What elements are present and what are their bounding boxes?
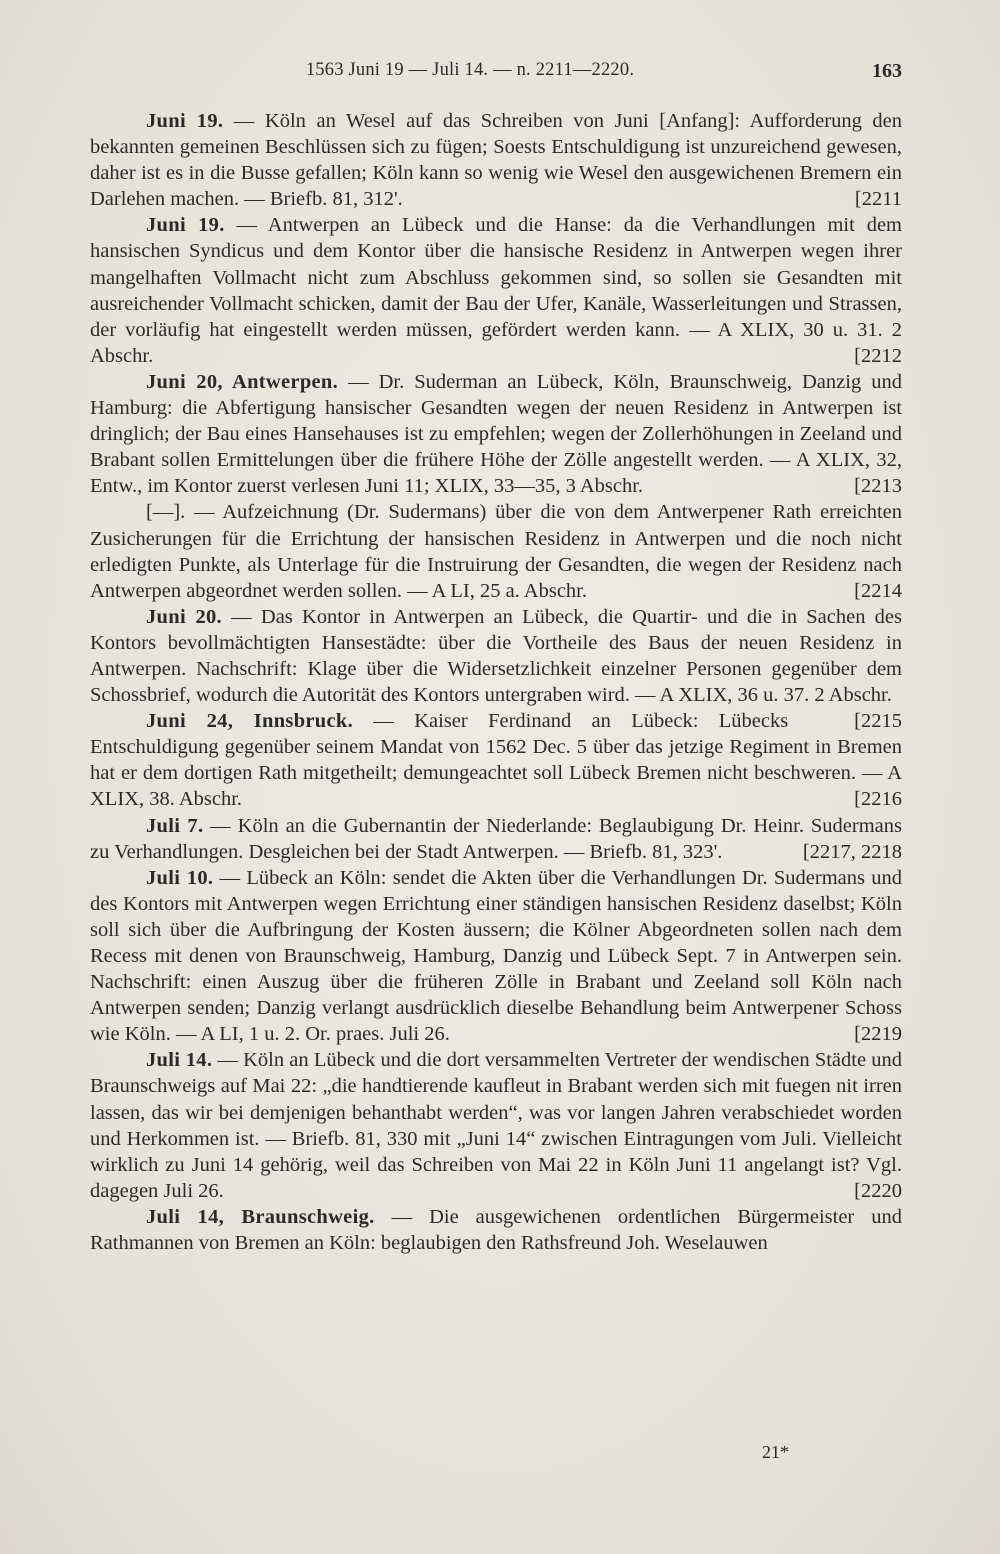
entry-number: [2217, 2218 <box>802 840 902 863</box>
entry-date: Juni 19. <box>146 110 224 132</box>
document-body <box>90 108 902 1256</box>
entry-text: — Das Kontor in Antwerpen an Lübeck, die Quartir- und die in Sachen des Kontors bevollmächtigten Hansestädte: über die Vortheile des Baus der neuen Residenz in Antwerpen. Nachschrift: Klage über die Widersetzlichkeit einzelner Personen gegenüber dem Schossbrief, wodurch die Autorität des Kontors untergraben wird. — A XLIX, 36 u. 37. 2 Abschr. <box>90 605 903 707</box>
entry-text: — Köln an Lübeck und die dort versammelten Vertreter der wendischen Städte und Braunschweigs auf Mai 22: „die handtierende kaufleut in Brabant werden sich mit fuegen nit irren lassen, das wir bei demjenigen behanthabt werden“, was vor langen Jahren verabschiedet worden und Herkommen ist. — Briefb. 81, 330 mit „Juni 14“ zwischen Eintragungen vom Juli. Vielleicht wirklich zu Juni 14 gehörig, weil das Schreiben von Mai 22 in Köln Juni 11 angelangt ist? Vgl. dagegen Juli 26. <box>90 1049 902 1202</box>
entry-2220 <box>90 1047 902 1204</box>
signature-mark: 21* <box>762 1442 789 1462</box>
entry-text: — Lübeck an Köln: sendet die Akten über die Verhandlungen Dr. Sudermans und des Kontors mit Antwerpen wegen Errichtung einer ständigen hansischen Residenz daselbst; Köln soll sich über die Aufbringung der Kosten äussern; die Kölner Abgeordneten sollen nach dem Recess mit denen von Braunschweig, Hamburg, Danzig und Lübeck Sept. 7 in Antwerpen sein. Nachschrift: einen Auszug über die früheren Zölle in Brabant und Zeeland soll Köln nach Antwerpen senden; Danzig verlangt ausdrücklich dieselbe Behandlung beim Antwerpener Schoss wie Köln. — A LI, 1 u. 2. Or. praes. Juli 26. <box>90 866 902 1046</box>
entry-2211 <box>90 108 902 212</box>
entry-text: — Antwerpen an Lübeck und die Hanse: da die Verhandlungen mit dem hansischen Syndicus und dem Kontor über die hansische Residenz in Antwerpen wegen ihrer mangelhaften Vollmacht nicht zum Abschluss gekommen sind, so sollen sie Gesandten mit ausreichender Vollmacht schicken, damit der Bau der Ufer, Kanäle, Wasserleitungen und Strassen, der vorläufig hat eingestellt werden müssen, gefördert werden kann. — A XLIX, 30 u. 31. 2 Abschr. <box>90 214 902 367</box>
entry-date: Juni 19. <box>146 214 225 237</box>
page-number: 163 <box>872 60 902 82</box>
entry-2214 <box>90 499 902 603</box>
entry-date: Juni 20, Antwerpen. <box>146 370 339 393</box>
entry-2217-2218 <box>90 813 902 865</box>
entry-number: [2212 <box>854 344 902 367</box>
entry-number: [2220 <box>854 1179 902 1202</box>
entry-2216 <box>90 708 902 812</box>
entry-date: Juli 10. <box>146 866 214 889</box>
entry-text: [—]. — Aufzeichnung (Dr. Sudermans) über die von dem Antwerpener Rath erreichten Zusicherungen für die Errichtung der hansischen Residenz in Antwerpen und die noch nicht erledigten Punkte, als Unterlage für die Instruirung der Gesandten, die wegen der Residenz nach Antwerpen abgeordnet werden sollen. — A LI, 25 a. Abschr. <box>90 501 902 602</box>
entry-date: Juni 20. <box>146 605 222 628</box>
entry-2213 <box>90 369 902 499</box>
entry-number: [2215 <box>854 710 902 733</box>
entry-number: [2219 <box>854 1023 902 1046</box>
entry-2212 <box>90 212 902 369</box>
entry-number: [2214 <box>854 579 902 602</box>
entry-text: — Köln an die Gubernantin der Niederlande: Beglaubigung Dr. Heinr. Sudermans zu Verhandlungen. Desgleichen bei der Stadt Antwerpen. — Briefb. 81, 323'. <box>90 814 902 863</box>
entry-text: — Kaiser Ferdinand an Lübeck: Lübecks Entschuldigung gegenüber seinem Mandat von 1562 Dec. 5 über das jetzige Regiment in Bremen hat er dem dortigen Rath mitgetheilt; demungeachtet soll Lübeck Bremen nicht beschweren. — A XLIX, 38. Abschr. <box>90 710 902 811</box>
entry-number: [2213 <box>854 475 902 498</box>
entry-date: Juli 7. <box>146 814 204 837</box>
entry-date: Juli 14, Braunschweig. <box>146 1205 375 1228</box>
entry-date: Juni 24, Innsbruck. <box>146 710 354 733</box>
entry-number: [2211 <box>854 188 902 211</box>
entry-date: Juli 14. <box>146 1049 213 1072</box>
running-title: 1563 Juni 19 — Juli 14. — n. 2211—2220. <box>305 60 635 80</box>
running-head <box>90 60 902 90</box>
entry-text: — Die ausgewichenen ordentlichen Bürgermeister und Rathmannen von Bremen an Köln: beglaubigen den Rathsfreund Joh. Weselauwen <box>90 1205 902 1255</box>
entry-number: [2216 <box>854 788 902 811</box>
entry-2219 <box>90 865 902 1048</box>
entry-text: — Dr. Suderman an Lübeck, Köln, Braunschweig, Danzig und Hamburg: die Abfertigung hansischer Gesandten wegen der neuen Residenz in Antwerpen ist dringlich; der Bau eines Hansehauses ist zu empfehlen; wegen der Zollerhöhungen in Zeeland und Brabant sollen Ermittelungen über die frühere Höhe der Zölle angestellt werden. — A XLIX, 32, Entw., im Kontor zuerst verlesen Juni 11; XLIX, 33—35, 3 Abschr. <box>90 370 902 498</box>
entry-2221-continued <box>90 1204 902 1256</box>
entry-text: — Köln an Wesel auf das Schreiben von Juni [Anfang]: Aufforderung den bekannten gemeinen Beschlüssen sich zu fügen; Soests Entschuldigung ist unzureichend gewesen, daher ist es in die Busse gefallen; Köln kann so wenig wie Wesel den ausgewichenen Bremern ein Darlehen machen. — Briefb. 81, 312'. <box>90 110 902 211</box>
